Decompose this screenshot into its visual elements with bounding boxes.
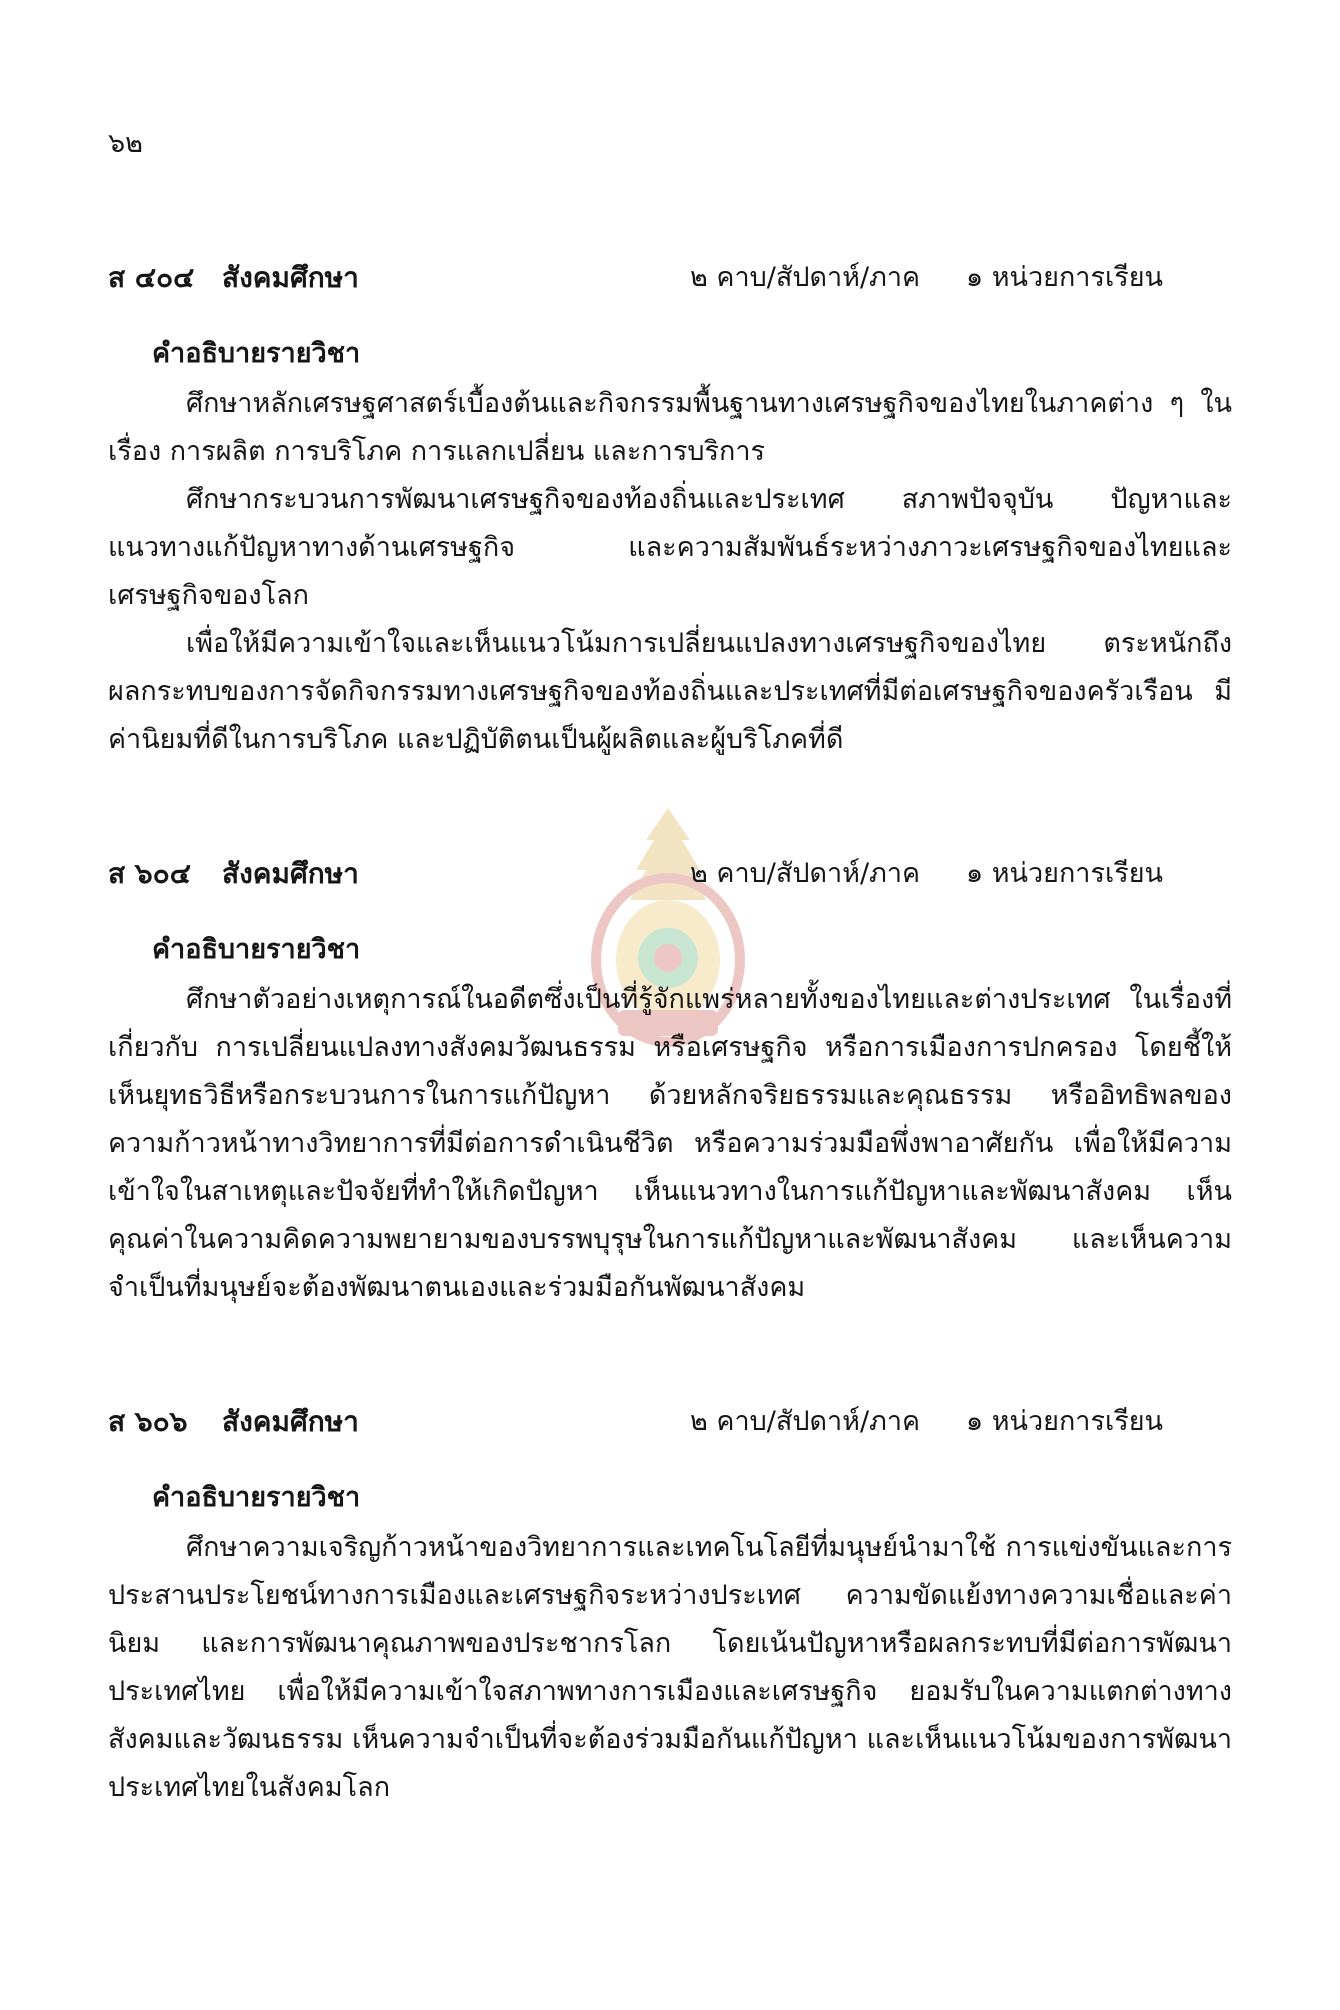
course-section: [0, 852, 1340, 1303]
course-header: [0, 1400, 1340, 1444]
course-section: [0, 1400, 1340, 1803]
course-hours: ๒ คาบ/สัปดาห์/ภาค: [690, 262, 921, 293]
course-code: ส ๔๐๔: [108, 261, 195, 294]
description-paragraph: ศึกษาตัวอย่างเหตุการณ์ในอดีตซึ่งเป็นที่รู้จักแพร่หลายทั้งของไทยและต่างประเทศ ในเรื่องที่เกี่ยวกับ การเปลี่ยนแปลงทางสังคมวัฒนธรรม หรือเศรษฐกิจ หรือการเมืองการปกครอง โดยชี้ให้เห็นยุทธวิธีหรือกระบวนการในการแก้ปัญหา ด้วยหลักจริยธรรมและคุณธรรม หรืออิทธิพลของความก้าวหน้าทางวิทยาการที่มีต่อการดำเนินชีวิต หรือความร่วมมือพึ่งพาอาศัยกัน เพื่อให้มีความเข้าใจในสาเหตุและปัจจัยที่ทำให้เกิดปัญหา เห็นแนวทางในการแก้ปัญหาและพัฒนาสังคม เห็นคุณค่าในความคิดความพยายามของบรรพบุรุษในการแก้ปัญหาและพัฒนาสังคม และเห็นความจำเป็นที่มนุษย์จะต้องพัฒนาตนเองและร่วมมือกันพัฒนาสังคม: [108, 984, 1232, 1303]
course-header: [0, 256, 1340, 300]
course-name: สังคมศึกษา: [222, 1405, 359, 1438]
course-credit: ๑ หน่วยการเรียน: [966, 1406, 1163, 1437]
description-paragraph: ศึกษาหลักเศรษฐศาสตร์เบื้องต้นและกิจกรรมพื้นฐานทางเศรษฐกิจของไทยในภาคต่าง ๆ ในเรื่อง การผลิต การบริโภค การแลกเปลี่ยน และการบริการ: [108, 388, 1232, 467]
page-number: ๖๒: [108, 128, 143, 159]
description-heading: คำอธิบายรายวิชา: [152, 1482, 361, 1513]
course-name: สังคมศึกษา: [222, 261, 359, 294]
description-paragraph: ศึกษาความเจริญก้าวหน้าของวิทยาการและเทคโนโลยีที่มนุษย์นำมาใช้ การแข่งขันและการประสานประโยชน์ทางการเมืองและเศรษฐกิจระหว่างประเทศ ความขัดแย้งทางความเชื่อและค่านิยม และการพัฒนาคุณภาพของประชากรโลก โดยเน้นปัญหาหรือผลกระทบที่มีต่อการพัฒนาประเทศไทย เพื่อให้มีความเข้าใจสภาพทางการเมืองและเศรษฐกิจ ยอมรับในความแตกต่างทางสังคมและวัฒนธรรม เห็นความจำเป็นที่จะต้องร่วมมือกันแก้ปัญหา และเห็นแนวโน้มของการพัฒนาประเทศไทยในสังคมโลก: [108, 1532, 1232, 1803]
course-credit: ๑ หน่วยการเรียน: [966, 858, 1163, 889]
description-heading: คำอธิบายรายวิชา: [152, 338, 361, 369]
course-hours: ๒ คาบ/สัปดาห์/ภาค: [690, 1406, 921, 1437]
course-name: สังคมศึกษา: [222, 857, 359, 890]
description-paragraph: ศึกษากระบวนการพัฒนาเศรษฐกิจของท้องถิ่นและประเทศ สภาพปัจจุบัน ปัญหาและแนวทางแก้ปัญหาทางด้านเศรษฐกิจ และความสัมพันธ์ระหว่างภาวะเศรษฐกิจของไทยและเศรษฐกิจของโลก: [108, 484, 1232, 611]
course-section: [0, 256, 1340, 755]
description-heading: คำอธิบายรายวิชา: [152, 934, 361, 965]
course-hours: ๒ คาบ/สัปดาห์/ภาค: [690, 858, 921, 889]
course-code: ส ๖๐๖: [108, 1405, 188, 1438]
course-header: [0, 852, 1340, 896]
course-credit: ๑ หน่วยการเรียน: [966, 262, 1163, 293]
course-code: ส ๖๐๔: [108, 857, 191, 890]
description-paragraph: เพื่อให้มีความเข้าใจและเห็นแนวโน้มการเปลี่ยนแปลงทางเศรษฐกิจของไทย ตระหนักถึงผลกระทบของการจัดกิจกรรมทางเศรษฐกิจของท้องถิ่นและประเทศที่มีต่อเศรษฐกิจของครัวเรือน มีค่านิยมที่ดีในการบริโภค และปฏิบัติตนเป็นผู้ผลิตและผู้บริโภคที่ดี: [108, 628, 1232, 755]
